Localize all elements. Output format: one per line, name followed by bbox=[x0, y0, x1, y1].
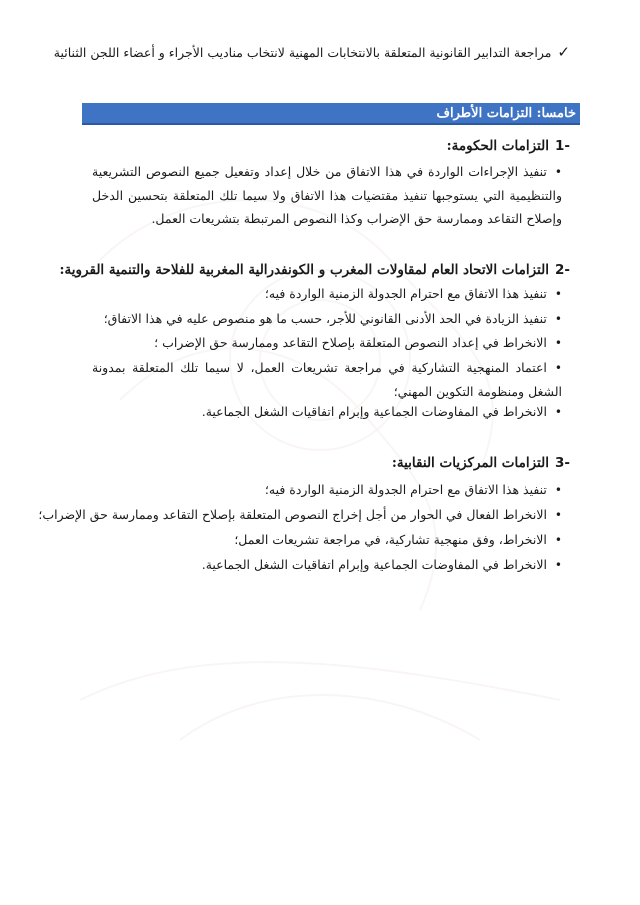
list-item bbox=[104, 311, 562, 327]
bullet-icon: • bbox=[554, 508, 562, 522]
list-item-text: الانخراط، وفق منهجية تشاركية، في مراجعة تشريعات العمل؛ bbox=[234, 532, 547, 547]
list-item bbox=[265, 482, 562, 498]
bullet-icon: • bbox=[554, 405, 562, 419]
list-item-text: الانخراط في المفاوضات الجماعية وإبرام اتفاقيات الشغل الجماعية. bbox=[201, 557, 547, 572]
bullet-icon: • bbox=[554, 558, 562, 572]
heading-employers bbox=[60, 262, 570, 278]
heading-number: -1 bbox=[554, 138, 570, 154]
bullet-icon: • bbox=[554, 483, 562, 497]
list-item bbox=[202, 404, 562, 420]
top-item-text: مراجعة التدابير القانونية المتعلقة بالانتخابات المهنية لانتخاب مناديب الأجراء و أعضاء اللجن الثنائية bbox=[53, 45, 552, 60]
section-banner bbox=[82, 103, 580, 125]
list-item-text: الانخراط في إعداد النصوص المتعلقة بإصلاح التقاعد وممارسة حق الإضراب ؛ bbox=[154, 335, 547, 350]
list-item-text: تنفيذ الزيادة في الحد الأدنى القانوني للأجر، حسب ما هو منصوص عليه في هذا الاتفاق؛ bbox=[103, 311, 547, 326]
section-title: خامسا: التزامات الأطراف bbox=[436, 106, 576, 121]
heading-text: التزامات الاتحاد العام لمقاولات المغرب و الكونفدرالية المغربية للفلاحة والتنمية القروية: bbox=[59, 262, 549, 278]
list-item-text: اعتماد المنهجية التشاركية في مراجعة تشريعات العمل، لا سيما تلك المتعلقة بمدونة الشغل ومنظومة التكوين المهني؛ bbox=[92, 360, 562, 399]
list-item bbox=[234, 532, 562, 548]
list-item bbox=[92, 356, 562, 403]
list-item-text: تنفيذ الإجراءات الواردة في هذا الاتفاق من خلال إعداد وتفعيل جميع النصوص التشريعية والتنظيمية التي يستوجبها تنفيذ مقتضيات هذا الاتفاق ولا سيما تلك المتعلقة بتحسين الدخل وإصلاح التقاعد وممارسة حق الإضراب وكذا النصوص المرتبطة بتشريعات العمل. bbox=[92, 164, 562, 226]
heading-government bbox=[447, 138, 570, 154]
heading-number: -2 bbox=[554, 262, 570, 278]
list-item-text: تنفيذ هذا الاتفاق مع احترام الجدولة الزمنية الواردة فيه؛ bbox=[264, 482, 547, 497]
bullet-icon: • bbox=[554, 533, 562, 547]
bullet-icon: • bbox=[554, 312, 562, 326]
list-item-text: الانخراط الفعال في الحوار من أجل إخراج النصوص المتعلقة بإصلاح التقاعد وممارسة حق الإضراب؛ bbox=[38, 507, 547, 522]
checkmark-icon: ✓ bbox=[557, 43, 570, 61]
heading-number: -3 bbox=[554, 455, 570, 471]
top-checklist-item bbox=[54, 44, 570, 61]
heading-text: التزامات الحكومة: bbox=[446, 138, 549, 154]
list-item-text: تنفيذ هذا الاتفاق مع احترام الجدولة الزمنية الواردة فيه؛ bbox=[264, 286, 547, 301]
list-item-text: الانخراط في المفاوضات الجماعية وإبرام اتفاقيات الشغل الجماعية. bbox=[201, 404, 547, 419]
list-item bbox=[154, 335, 562, 351]
bullet-icon: • bbox=[554, 361, 562, 375]
bullet-icon: • bbox=[554, 165, 562, 179]
bullet-icon: • bbox=[554, 287, 562, 301]
list-item bbox=[265, 286, 562, 302]
heading-text: التزامات المركزيات النقابية: bbox=[391, 455, 549, 471]
government-paragraph bbox=[92, 160, 562, 230]
heading-unions bbox=[392, 455, 570, 471]
bullet-icon: • bbox=[554, 336, 562, 350]
list-item bbox=[38, 507, 562, 523]
list-item bbox=[202, 557, 562, 573]
